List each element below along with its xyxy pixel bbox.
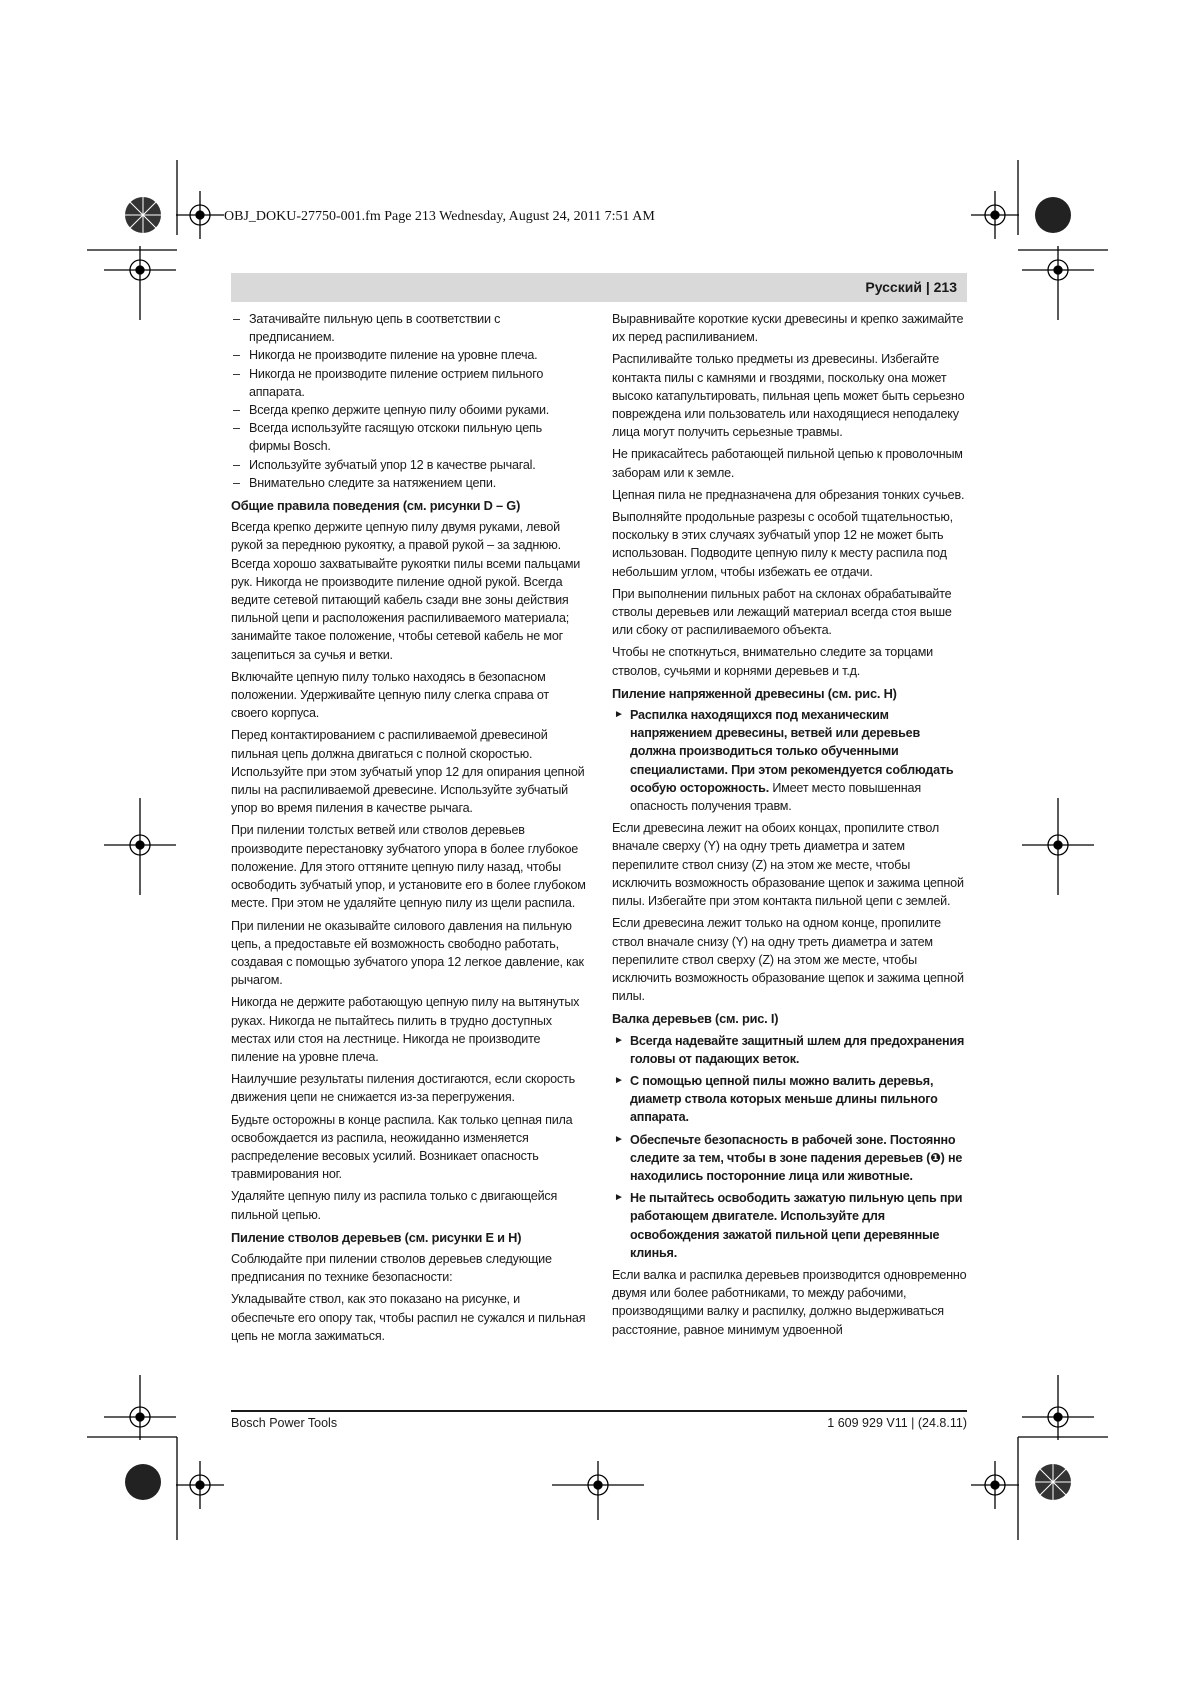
paragraph: При пилении толстых ветвей или стволов деревьев производите перестановку зубчатого упора в более глубокое положение. Для этого оттяните цепную пилу назад, чтобы освободить зубчатый упор, и установите его в более глубоком месте. При этом не удаляйте цепную пилу из щели распила. [231,823,586,911]
warning-text: Имеет место повышенная опасность получения травм. [630,780,921,814]
list-item: – Используйте зубчатый упор 12 в качестве рычагаl. [231,456,586,474]
paragraph: Не прикасайтесь работающей пильной цепью к проволочным заборам или к земле. [612,447,963,480]
section-heading: Пиление стволов деревьев (см. рисунки E и H) [231,1229,522,1245]
list-item: – Никогда не производите пиление на уровне плеча. [231,346,586,364]
warning-arrow-icon: ► [614,1034,624,1046]
page-number: 213 [933,279,957,295]
footer-brand: Bosch Power Tools [231,1416,338,1430]
list-item: – Внимательно следите за натяжением цепи. [231,474,586,492]
left-column [231,310,586,1349]
header-label [865,279,957,295]
warning-item [612,1189,967,1262]
warning-arrow-icon: ► [614,1074,624,1086]
paragraph: При выполнении пильных работ на склонах обрабатывайте стволы деревьев или лежащий материал всегда стоя выше или сбоку от распиливаемого объекта. [612,586,952,638]
header-separator: | [921,279,934,295]
paragraph: Соблюдайте при пилении стволов деревьев следующие предписания по технике безопасности: [231,1251,552,1285]
print-slug: OBJ_DOKU-27750-001.fm Page 213 Wednesday, August 24, 2011 7:51 AM [224,209,655,224]
safety-bullet-list [231,310,586,492]
warning-item [612,1131,967,1186]
paragraph: Перед контактированием с распиливаемой древесиной пильная цепь должна двигаться с полной скоростью. Используйте при этом зубчатый упор 12 для опирания цепной пилы на распиливаемой древесине. Используйте зубчатый упор во время пиления в качестве рычага. [231,728,585,816]
warning-bold-text: Обеспечьте безопасность в рабочей зоне. Постоянно следите за тем, чтобы в зоне падения деревьев (❶) не находились посторонние лица или животные. [630,1132,963,1183]
paragraph: Чтобы не споткнуться, внимательно следите за торцами стволов, сучьями и корнями деревьев и т.д. [612,645,934,678]
warning-item [612,1032,967,1068]
paragraph: Цепная пила не предназначена для обрезания тонких сучьев. [612,487,965,502]
header-language: Русский [865,279,922,295]
list-item: – Никогда не производите пиление острием пильного аппарата. [231,365,586,401]
paragraph: Удаляйте цепную пилу из распила только с двигающейся пильной цепью. [231,1189,558,1222]
warning-bold-text: Не пытайтесь освободить зажатую пильную цепь при работающем двигателе. Используйте для освобождения зажатой пильной цепи деревянные клинья. [630,1191,963,1260]
section-heading: Валка деревьев (см. рис. I) [612,1011,779,1027]
paragraph: Выравнивайте короткие куски древесины и крепко зажимайте их перед распиливанием. [612,312,964,345]
list-item: – Всегда используйте гасящую отскоки пильную цепь фирмы Bosch. [231,419,586,455]
paragraph: Распиливайте только предметы из древесины. Избегайте контакта пилы с камнями и гвоздями, поскольку она может высоко катапультировать, пильная цепь может быть серьезно повреждена или пользователь или находящиеся неподалеку лица могут получить серьезные травмы. [612,352,965,440]
paragraph: Выполняйте продольные разрезы с особой тщательностью, поскольку в этих случаях зубчатый упор 12 не может быть использован. Подводите цепную пилу к месту распила под небольшим углом, чтобы избежать ее отдачи. [612,510,953,579]
warning-arrow-icon: ► [614,1133,624,1145]
warning-item [612,1072,967,1127]
footer-rule [231,1410,967,1412]
paragraph: Укладывайте ствол, как это показано на рисунке, и обеспечьте его опору так, чтобы распил не сужался и пильная цепь не могла зажиматься. [231,1292,586,1343]
warning-item [612,706,967,815]
footer-doc-number: 1 609 929 V11 | (24.8.11) [827,1416,967,1430]
warning-arrow-icon: ► [614,709,624,721]
paragraph: Наилучшие результаты пиления достигаются, если скорость движения цепи не снижается из-за перегружения. [231,1072,575,1105]
section-heading: Общие правила поведения (см. рисунки D – G) [231,498,521,514]
section-heading: Пиление напряженной древесины (см. рис. H) [612,685,897,701]
paragraph: Будьте осторожны в конце распила. Как только цепная пила освобождается из распила, неожиданно изменяется распределение весовых усилий. Возникает опасность травмирования ног. [231,1112,573,1182]
paragraph: Если древесина лежит только на одном конце, пропилите ствол вначале снизу (Y) на одну треть диаметра и затем перепилите ствол сверху (Z) на этом же месте, чтобы исключить возможность образование щепок и зажима цепной пилы. [612,916,964,1004]
list-item: – Всегда крепко держите цепную пилу обоими руками. [231,401,586,419]
paragraph: Включайте цепную пилу только находясь в безопасном положении. Удерживайте цепную пилу слегка справа от своего корпуса. [231,669,549,721]
paragraph: Если древесина лежит на обоих концах, пропилите ствол вначале сверху (Y) на одну треть диаметра и затем перепилите ствол снизу (Z) на этом же месте, чтобы исключить возможность образование щепок и зажима цепной пилы. Избегайте при этом контакта пильной цепи с землей. [612,821,964,909]
paragraph: Никогда не держите работающую цепную пилу на вытянутых руках. Никогда не пытайтесь пилить в трудно доступных местах или стоя на лестнице. Никогда не производите пиление на уровне плеча. [231,995,580,1064]
warning-bold-text: Распилка находящихся под механическим напряжением древесины, ветвей или деревьев должна производиться только обученными специалистами. При этом рекомендуется соблюдать особую осторожность. [630,708,954,795]
paragraph: Если валка и распилка деревьев производится одновременно двумя или более работниками, то между рабочими, производящими валку и распилку, должно выдерживаться расстояние, равное минимум удвоенной [612,1267,967,1337]
list-item: – Затачивайте пильную цепь в соответствии с предписанием. [231,310,586,346]
running-header [231,273,967,302]
paragraph: Всегда крепко держите цепную пилу двумя руками, левой рукой за переднюю рукоятку, а правой рукой – за заднюю. Всегда хорошо захватывайте рукоятки пилы всеми пальцами рук. Никогда не производите пиление одной рукой. Всегда ведите сетевой питающий кабель сзади вне зоны действия пильной цепи и расположения распиливаемого материала; занимайте такое положение, чтобы сетевой кабель не мог зацепиться за сучья и ветки. [231,520,581,662]
right-column [612,310,967,1343]
warning-bold-text: С помощью цепной пилы можно валить деревья, диаметр ствола которых меньше длины пильного аппарата. [630,1073,938,1125]
warning-arrow-icon: ► [614,1192,624,1204]
warning-bold-text: Всегда надевайте защитный шлем для предохранения головы от падающих веток. [630,1033,965,1066]
paragraph: При пилении не оказывайте силового давления на пильную цепь, а предоставьте ей возможность свободно работать, создавая с помощью зубчатого упора 12 легкое давление, как рычагом. [231,918,584,988]
